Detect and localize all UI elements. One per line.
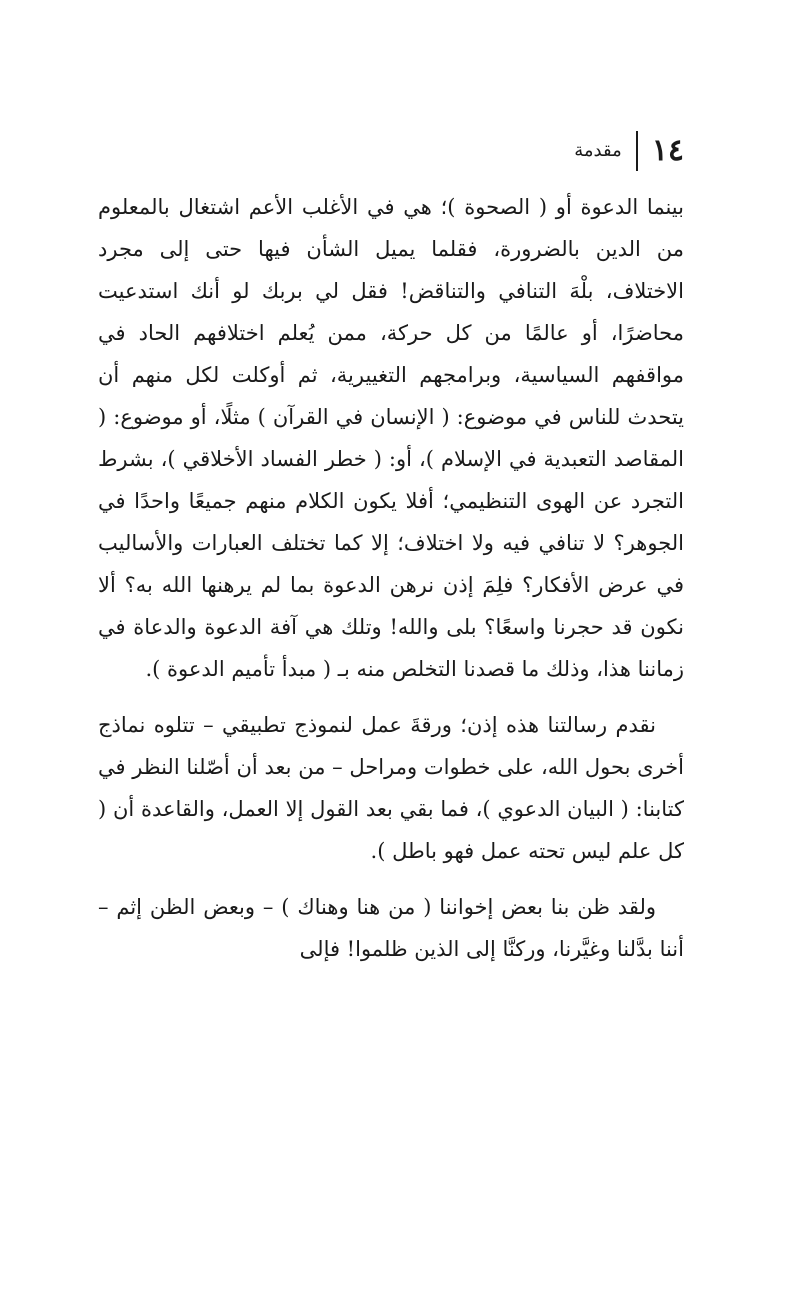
header-divider — [636, 131, 638, 171]
paragraph-2: نقدم رسالتنا هذه إذن؛ ورقةَ عمل لنموذج تطبيقي – تتلوه نماذج أخرى بحول الله، على خطوات ومراحل – من بعد أن أصّلنا النظر في كتابنا: ( البيان الدعوي )، فما بقي بعد القول إلا العمل، والقاعدة أن ( كل علم ليس تحته عمل فهو باطل ). — [98, 713, 684, 863]
running-head — [574, 128, 684, 174]
paragraph-1: بينما الدعوة أو ( الصحوة )؛ هي في الأغلب الأعم اشتغال بالمعلوم من الدين بالضرورة، فقلما يميل الشأن فيها حتى إلى مجرد الاختلاف، بلْهَ التنافي والتناقض! فقل لي بربك لو أنك استدعيت محاضرًا، أو عالمًا من كل حركة، ممن يُعلم اختلافهم الحاد في مواقفهم السياسية، وبرامجهم التغييرية، ثم أوكلت لكل منهم أن يتحدث للناس في موضوع: ( الإنسان في القرآن ) مثلًا، أو موضوع: ( المقاصد التعبدية في الإسلام )، أو: ( خطر الفساد الأخلاقي )، بشرط التجرد عن الهوى التنظيمي؛ أفلا يكون الكلام منهم جميعًا واحدًا في الجوهر؟ لا تنافي فيه ولا اختلاف؛ إلا كما تختلف العبارات والأساليب في عرض الأفكار؟ فلِمَ إذن نرهن الدعوة بما لم يرهنها الله به؟ ألا نكون قد حجرنا واسعًا؟ بلى والله! وتلك هي آفة الدعوة والدعاة في زماننا هذا، وذلك ما قصدنا التخلص منه بـ ( مبدأ تأميم الدعوة ). — [98, 195, 684, 681]
page-number: ١٤ — [651, 133, 684, 168]
paragraph-3: ولقد ظن بنا بعض إخواننا ( من هنا وهناك ) – وبعض الظن إثم – أننا بدَّلنا وغيَّرنا، وركنَّا إلى الذين ظلموا! فإلى — [98, 895, 684, 961]
body-text — [98, 186, 684, 984]
section-title: مقدمة — [574, 140, 622, 161]
